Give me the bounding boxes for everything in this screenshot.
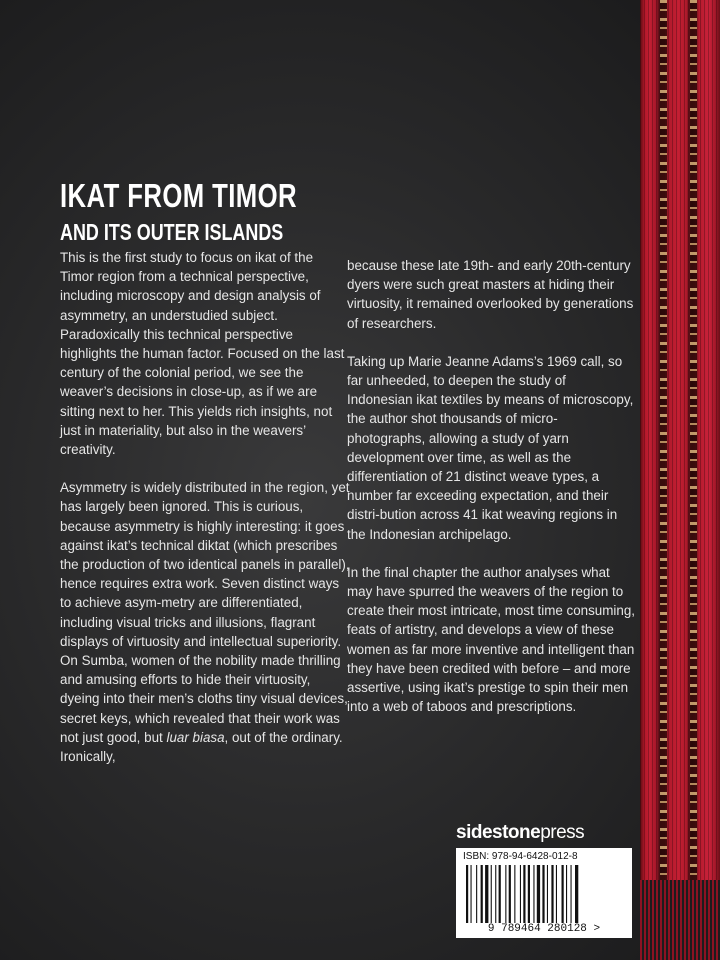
barcode-bar	[566, 865, 567, 923]
barcode-bar	[495, 865, 496, 923]
barcode-bar	[571, 865, 572, 923]
barcode-bar	[485, 865, 488, 923]
barcode-bar	[520, 865, 521, 923]
barcode-bar	[476, 865, 477, 923]
publisher-name-bold: sidestone	[456, 822, 541, 843]
publisher-name-light: press	[540, 822, 585, 843]
book-title: IKAT FROM TIMOR	[60, 177, 297, 214]
barcode-bar	[509, 865, 511, 923]
barcode-digits: 9 789464 280128 >	[487, 923, 601, 935]
barcode-bar	[562, 865, 564, 923]
barcode-bar	[556, 865, 557, 923]
barcode-bar	[528, 865, 530, 923]
blurb-paragraph	[60, 478, 350, 766]
textile-motif-band	[660, 0, 667, 960]
blurb-left-column	[60, 248, 350, 785]
blurb-paragraph: In the final chapter the author analyses what may have spurred the weavers of the region to create their most intricate, most time consuming, feats of artistry, and develops a view of these women as far more inventive and intelligent than they have been credited with before – and more assertive, using ikat’s prestige to spin their men into a web of taboos and prescriptions.	[347, 564, 636, 715]
isbn-label: ISBN: 978-94-6428-012-8	[463, 851, 578, 862]
publisher-logo	[456, 822, 584, 844]
blurb-text: Asymmetry is widely distributed in the region, yet has largely been ignored. This is curious, because asymmetry is highly interesting: it goes against ikat’s technical diktat (which prescribes the production of two identical panels in parallel), hence requires extra work. Seven distinct ways to achieve asym-metry are differentiated, including visual tricks and illusions, flagrant displays of virtuosity and intellectual superiority. On Sumba, women of the nobility made thrilling and amusing efforts to hide their virtuosity, dyeing into their men’s cloths tiny visual devices, secret keys, which revealed that their work was not just good, but	[60, 480, 350, 745]
blurb-paragraph: Taking up Marie Jeanne Adams’s 1969 call, so far unheeded, to deepen the study of Indonesian ikat textiles by means of microscopy, the author shot thousands of micro-photographs, allowing a study of yarn development over time, as well as the differentiation of 21 distinct weave types, a number far exceeding expectation, and their distri-bution across 41 ikat weaving regions in the Indonesian archipelago.	[347, 353, 634, 542]
title-block	[60, 176, 364, 246]
barcode-bar	[523, 865, 525, 923]
book-subtitle: AND ITS OUTER ISLANDS	[60, 219, 284, 245]
blurb-paragraph: because these late 19th- and early 20th-century dyers were such great masters at hiding their virtuosity, it remained overlooked by generations of researchers.	[347, 258, 634, 331]
barcode-bar	[466, 865, 468, 923]
blurb-right-column	[347, 256, 635, 735]
ikat-textile-image	[640, 0, 720, 960]
textile-fringe	[640, 880, 720, 960]
barcode-bar	[481, 865, 483, 923]
barcode-bar	[514, 865, 515, 923]
barcode-bar	[505, 865, 506, 923]
barcode-bar	[491, 865, 492, 923]
barcode-bars	[466, 865, 622, 923]
barcode-bar	[551, 865, 553, 923]
barcode-bar	[499, 865, 501, 923]
blurb-text: , out of the ordinary. Ironically,	[60, 729, 343, 765]
barcode-bar	[537, 865, 540, 923]
barcode-bar	[471, 865, 472, 923]
blurb-italic-term: luar biasa	[166, 729, 225, 745]
barcode-bar	[547, 865, 548, 923]
barcode-bar	[575, 865, 578, 923]
textile-motif-band	[690, 0, 697, 960]
barcode-bar	[533, 865, 534, 923]
blurb-paragraph: This is the first study to focus on ikat of the Timor region from a technical perspective, including microscopy and design analysis of asymmetry, an understudied subject. Paradoxically this technical perspective highlights the human factor. Focused on the last century of the colonial period, we see the weaver’s decisions in close-up, as if we are sitting next to her. This yields rich insights, not just in materiality, but also in the weavers’ creativity.	[60, 250, 345, 458]
barcode-bar	[542, 865, 544, 923]
barcode-box	[456, 848, 632, 938]
